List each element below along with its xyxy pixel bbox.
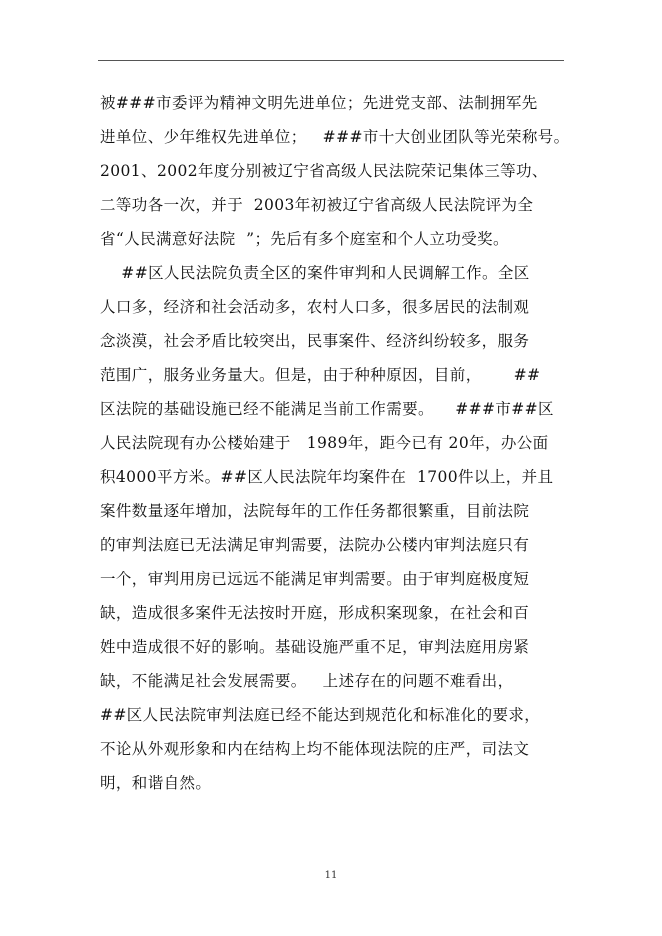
header-rule [98, 60, 564, 61]
text-line-10: 区法院的基础设施已经不能满足当前工作需要。 ###市##区 [100, 400, 554, 418]
text-line-12: 积4000平方米。##区人民法院年均案件在 1700件以上，并且 [100, 468, 554, 486]
text-line-16: 缺，造成很多案件无法按时开庭，形成积案现象，在社会和百 [100, 604, 530, 622]
text-line-6: ##区人民法院负责全区的案件审判和人民调解工作。全区 [100, 264, 530, 282]
text-line-15: 一个，审判用房已远远不能满足审判需要。由于审判庭极度短 [100, 570, 530, 588]
text-line-7: 人口多，经济和社会活动多，农村人口多，很多居民的法制观 [100, 298, 530, 316]
text-line-8: 念淡漠，社会矛盾比较突出，民事案件、经济纠纷较多，服务 [100, 332, 530, 350]
text-line-9: 范围广，服务业务量大。但是，由于种种原因，目前， ## [100, 366, 541, 384]
body-text [100, 86, 570, 800]
text-line-20: 不论从外观形象和内在结构上均不能体现法院的庄严，司法文 [100, 740, 530, 758]
text-line-14: 的审判法庭已无法满足审判需要，法院办公楼内审判法庭只有 [100, 536, 530, 554]
text-line-21: 明，和谐自然。 [100, 774, 212, 792]
text-line-5: 省“人民满意好法院 ”；先后有多个庭室和个人立功受奖。 [100, 230, 509, 248]
text-line-19: ##区人民法院审判法庭已经不能达到规范化和标准化的要求， [100, 706, 541, 724]
text-line-17: 姓中造成很不好的影响。基础设施严重不足，审判法庭用房紧 [100, 638, 530, 656]
text-line-1: 被###市委评为精神文明先进单位；先进党支部、法制拥军先 [100, 94, 538, 112]
text-line-13: 案件数量逐年增加，法院每年的工作任务都很繁重，目前法院 [100, 502, 530, 520]
text-line-2: 进单位、少年维权先进单位； ###市十大创业团队等光荣称号。 [100, 128, 570, 146]
text-line-11: 人民法院现有办公楼始建于 1989年，距今已有 20年，办公面 [100, 434, 549, 452]
text-line-4: 二等功各一次，并于 2003年初被辽宁省高级人民法院评为全 [100, 196, 534, 214]
text-line-18: 缺，不能满足社会发展需要。 上述存在的问题不难看出， [100, 672, 514, 690]
page-number: 11 [324, 870, 338, 881]
text-line-3: 2001、2002年度分别被辽宁省高级人民法院荣记集体三等功、 [100, 162, 548, 180]
